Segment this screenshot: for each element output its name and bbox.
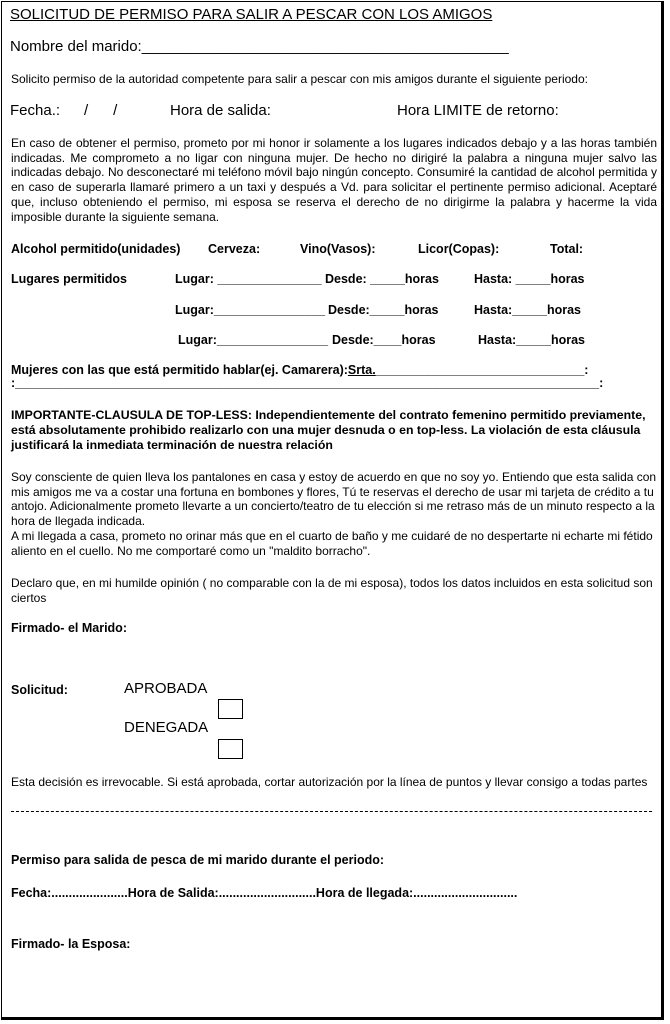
document-title: SOLICITUD DE PERMISO PARA SALIR A PESCAR CON LOS AMIGOS xyxy=(10,6,493,23)
place-row-1-place: Lugar: _______________ xyxy=(175,272,322,286)
denied-checkbox[interactable] xyxy=(218,739,243,759)
place-row-3-from: Desde:____horas xyxy=(332,333,436,347)
promise-paragraph: En caso de obtener el permiso, prometo por mi honor ir solamente a los lugares indicados debajo y a las horas también indicadas. Me comprometo a no ligar con ninguna mujer. De hecho no dirigiré la palabra a ninguna mujer salvo las indicadas debajo. No desconectaré mi teléfono móvil bajo ningún concepto. Consumiré la cantidad de alcohol permitida y en caso de superarla llamaré primero a un taxi y después a Vd. para solicitar el pertinente permiso adicional. Aceptaré que, incluso obteniendo el permiso, mi esposa se reserva el derecho de no dirigirme la palabra y hacerme la vida imposible durante la siguiente semana. xyxy=(11,136,657,224)
women-label: Mujeres con las que está permitido hablar(ej. Camarera): xyxy=(11,363,348,377)
cut-line xyxy=(11,811,652,812)
departure-time-label: Hora de salida: xyxy=(170,102,271,119)
place-row-2-from: Desde:_____horas xyxy=(328,303,439,317)
request-label: Solicitud: xyxy=(11,683,68,697)
place-row-1-from: Desde: _____horas xyxy=(325,272,439,286)
conscience-paragraph-2: A mi llegada a casa, prometo no orinar más que en el cuarto de baño y me cuidaré de no despertarte ni echarte mi fétido aliento en el cuello. No me comportaré como un "maldito borracho". xyxy=(11,529,653,558)
signed-wife-label: Firmado- la Esposa: xyxy=(11,937,131,951)
permit-title: Permiso para salida de pesca de mi marido durante el periodo: xyxy=(11,853,385,867)
women-row xyxy=(11,363,588,377)
denied-label: DENEGADA xyxy=(124,719,209,736)
places-label: Lugares permitidos xyxy=(11,272,127,286)
alcohol-label: Alcohol permitido(unidades) xyxy=(11,242,181,256)
husband-name-label: Nombre del marido: xyxy=(10,38,142,55)
place-row-1-to: Hasta: _____horas xyxy=(474,272,585,286)
intro-text: Solicito permiso de la autoridad competente para salir a pescar con mis amigos durante el siguiente periodo: xyxy=(11,72,588,86)
alcohol-beer: Cerveza: xyxy=(208,242,261,256)
place-row-2-place: Lugar:________________ xyxy=(175,303,326,317)
place-row-2-to: Hasta:_____horas xyxy=(474,303,582,317)
place-row-3-place: Lugar:________________ xyxy=(178,333,329,347)
alcohol-liquor: Licor(Copas): xyxy=(418,242,500,256)
permit-date-line: Fecha:......................Hora de Salida:............................Hora de llegada:.............................. xyxy=(11,886,518,900)
declaration-text: Declaro que, en mi humilde opinión ( no comparable con la de mi esposa), todos los datos incluidos en esta solicitud son ciertos xyxy=(11,576,653,605)
place-row-3-to: Hasta:_____horas xyxy=(478,333,586,347)
husband-name-row xyxy=(10,38,509,55)
women-blank-2: :____________________________________________________________________________________: xyxy=(11,376,604,390)
alcohol-wine: Vino(Vasos): xyxy=(300,242,376,256)
husband-name-blank: ____________________________________________ xyxy=(141,38,509,55)
return-time-label: Hora LIMITE de retorno: xyxy=(397,102,559,119)
signed-husband-label: Firmado- el Marido: xyxy=(11,621,127,635)
women-blank-1: ______________________________: xyxy=(375,363,589,377)
topless-clause: IMPORTANTE-CLAUSULA DE TOP-LESS: Independientemente del contrato femenino permitido previamente, está absolutamente prohibido realizarlo con una mujer desnuda o en top-less. La violación de esta cláusula justificará la inmediata terminación de nuestra relación xyxy=(11,408,646,452)
approved-label: APROBADA xyxy=(124,680,208,697)
date-slashes: / / xyxy=(84,102,118,119)
women-example: Srta. xyxy=(347,363,376,377)
approved-checkbox[interactable] xyxy=(218,699,243,719)
alcohol-total: Total: xyxy=(550,242,584,256)
conscience-paragraph-1: Soy consciente de quien lleva los pantalones en casa y estoy de acuerdo en que no soy yo. Entiendo que esta salida con mis amigos me va a costar una fortuna en bombones y flores, Tú te reservas el derecho de usar mi tarjeta de crédito a tu antojo. Adicionalmente prometo llevarte a un concierto/teatro de tu elección si me retraso más de un minuto respecto a la hora de llegada indicada. xyxy=(11,470,657,528)
date-label: Fecha.: xyxy=(10,102,61,119)
irrevocable-text: Esta decisión es irrevocable. Si está aprobada, cortar autorización por la línea de puntos y llevar consigo a todas partes xyxy=(11,775,648,789)
